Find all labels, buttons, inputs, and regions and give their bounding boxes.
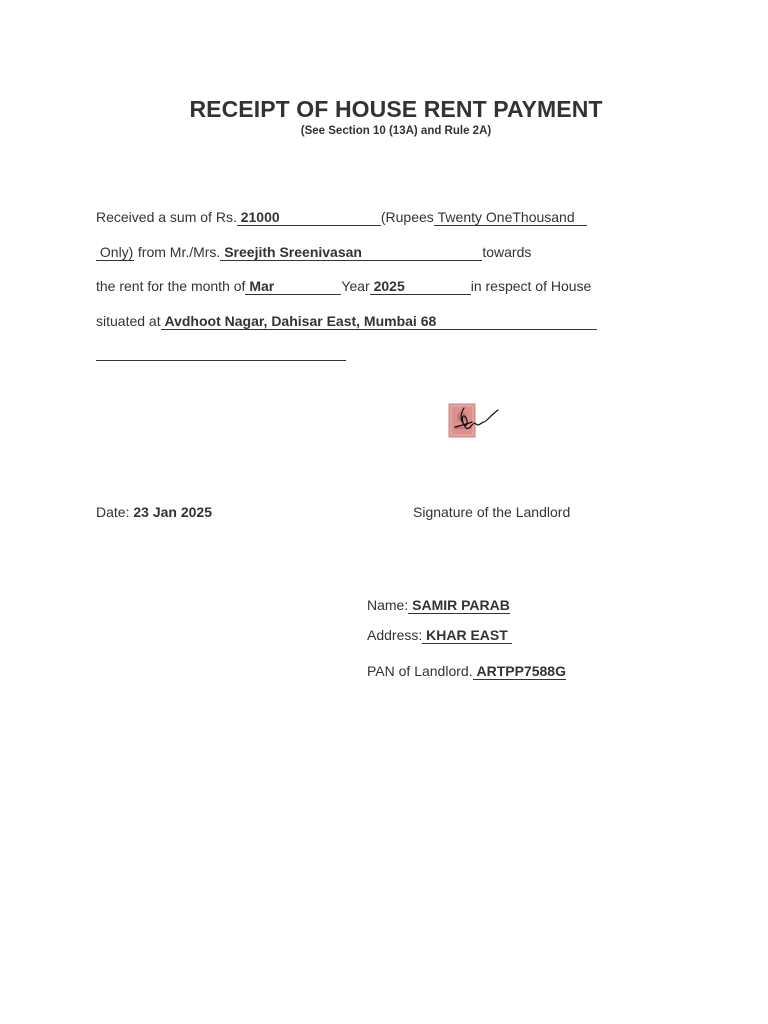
address-field (161, 314, 597, 330)
landlord-signature (446, 400, 502, 442)
period-line (96, 278, 591, 295)
tenant-name-value: Sreejith Sreenivasan (224, 244, 362, 260)
landlord-address-field (422, 628, 511, 644)
amount-words-field (434, 210, 587, 226)
date-value: 23 Jan 2025 (133, 504, 212, 520)
amount-line (96, 209, 587, 226)
landlord-pan-value: ARTPP7588G (476, 663, 566, 679)
year-label: Year (341, 278, 370, 294)
page-title: RECEIPT OF HOUSE RENT PAYMENT (189, 96, 603, 122)
address-value: Avdhoot Nagar, Dahisar East, Mumbai 68 (164, 313, 437, 329)
month-field (245, 279, 341, 295)
landlord-name-row (367, 597, 510, 614)
landlord-pan-row (367, 663, 566, 680)
month-value: Mar (249, 278, 275, 294)
rupees-label: (Rupees (380, 209, 434, 225)
landlord-address-row (367, 627, 512, 644)
towards-text: towards (482, 244, 532, 260)
amount-field (237, 210, 381, 226)
landlord-address-label: Address: (367, 627, 423, 643)
address-prefix: situated at (96, 313, 161, 329)
signature-stamp-icon (446, 400, 502, 442)
tenant-field (220, 245, 482, 261)
landlord-name-value: SAMIR PARAB (412, 597, 510, 613)
signature-label: Signature of the Landlord (413, 504, 571, 520)
landlord-pan-field (473, 664, 566, 680)
tenant-prefix: from Mr./Mrs. (137, 244, 221, 260)
landlord-address-value: KHAR EAST (426, 627, 508, 643)
year-value: 2025 (373, 278, 405, 294)
amount-words-value: Twenty OneThousand (437, 209, 575, 225)
blank-underline (96, 360, 346, 361)
month-prefix: the rent for the month of (96, 278, 246, 294)
amount-prefix: Received a sum of Rs. (96, 209, 237, 225)
date-label: Date: (96, 504, 130, 520)
only-field (96, 245, 134, 261)
house-text: in respect of House (470, 278, 592, 294)
date-block (96, 504, 212, 520)
year-field (370, 279, 471, 295)
page-subtitle: (See Section 10 (13A) and Rule 2A) (300, 125, 492, 137)
landlord-pan-label: PAN of Landlord. (367, 663, 473, 679)
only-text: Only) (99, 244, 134, 260)
amount-value: 21000 (240, 209, 280, 225)
landlord-name-field (408, 598, 510, 614)
tenant-line (96, 244, 531, 261)
address-line (96, 313, 597, 330)
landlord-name-label: Name: (367, 597, 409, 613)
